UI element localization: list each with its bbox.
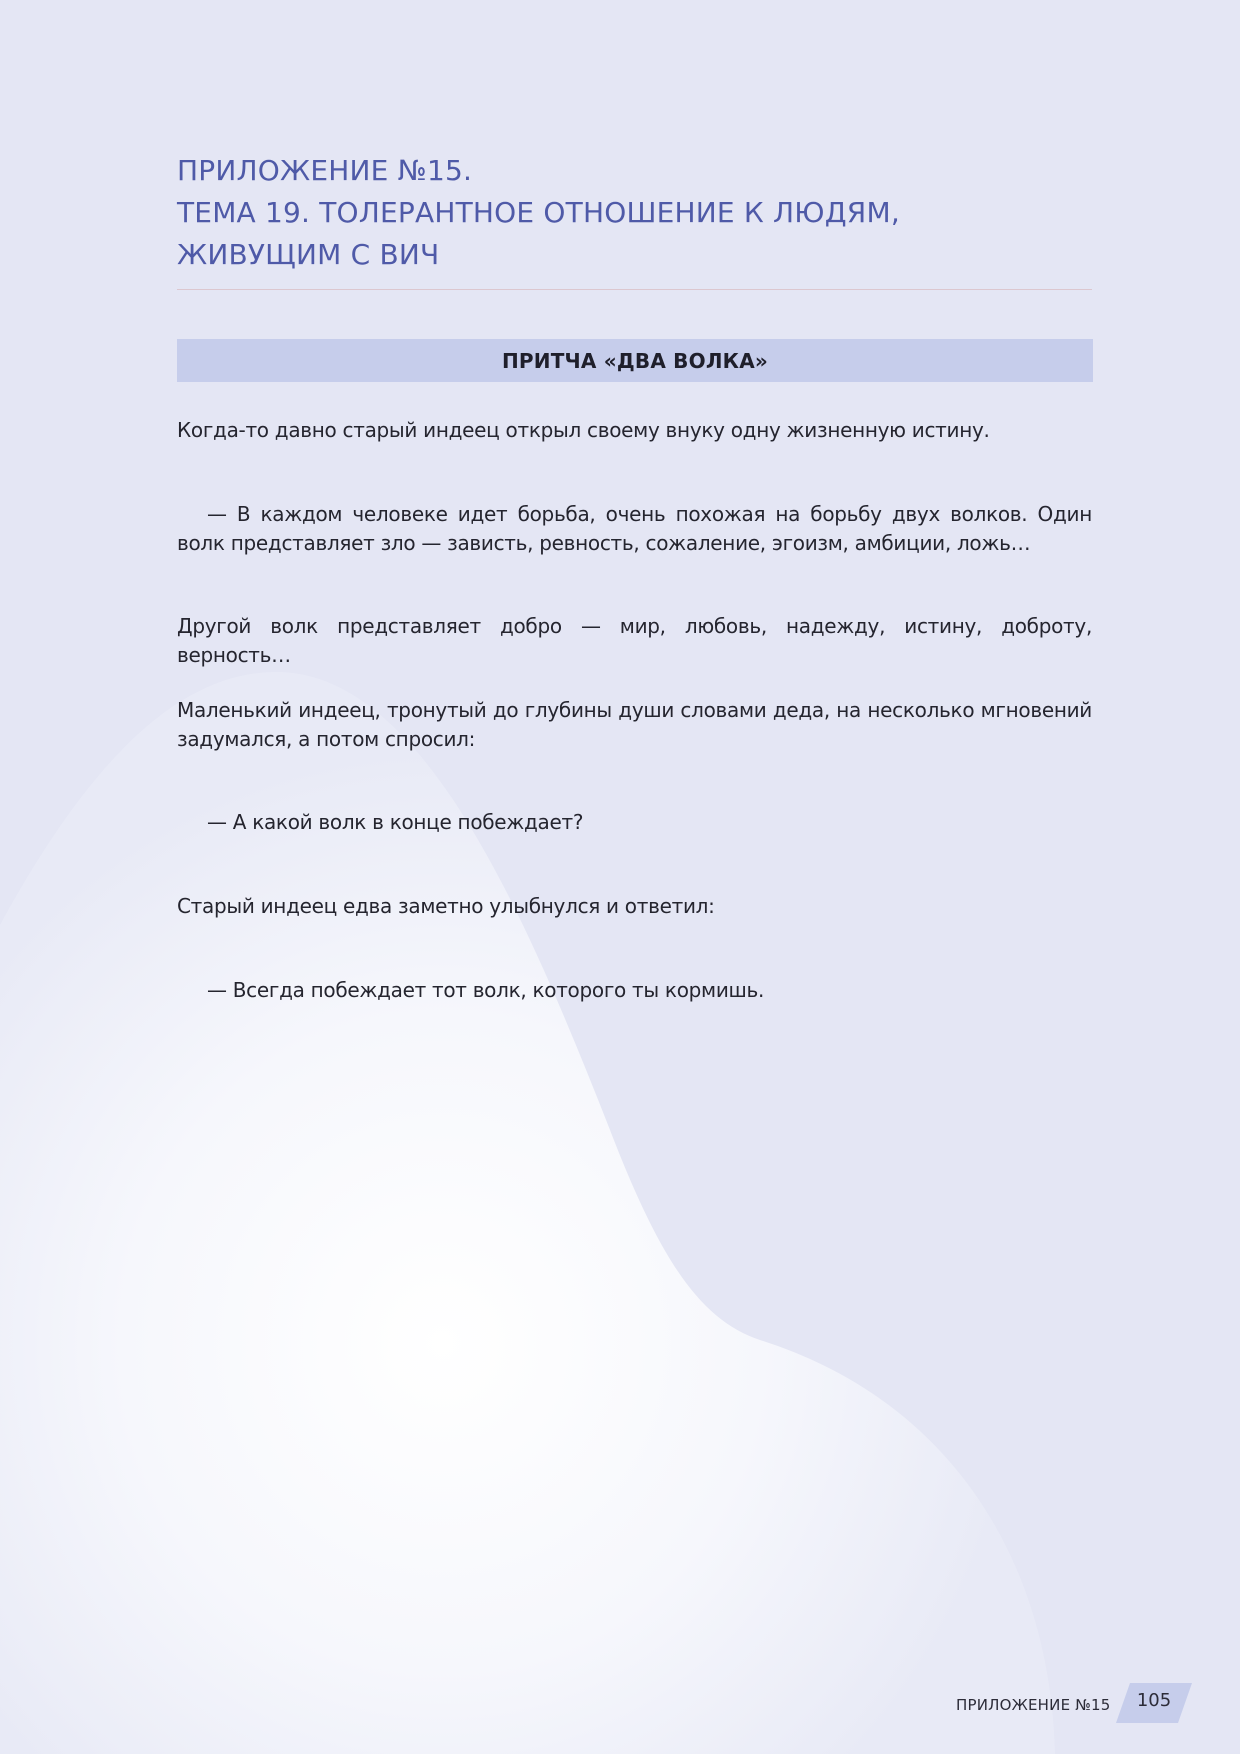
section-title: ПРИТЧА «ДВА ВОЛКА» — [501, 348, 768, 373]
paragraph-7: — Всегда побеждает тот волк, которого ты кормишь. — [207, 978, 765, 1002]
paragraph-5: — А какой волк в конце побеждает? — [207, 810, 584, 834]
paragraph-3: Другой волк представляет добро — мир, любовь, надежду, истину, доброту, верность… — [177, 614, 1092, 667]
page-title — [177, 150, 1092, 276]
paragraph-6: Старый индеец едва заметно улыбнулся и ответил: — [177, 894, 715, 918]
title-line-1: ПРИЛОЖЕНИЕ №15. — [177, 154, 473, 187]
paragraph-4: Маленький индеец, тронутый до глубины души словами деда, на несколько мгновений задумался, а потом спросил: — [177, 698, 1092, 751]
section-header-bar — [177, 339, 1093, 382]
title-line-3: ЖИВУЩИМ С ВИЧ — [177, 238, 440, 271]
paragraph-1: Когда-то давно старый индеец открыл своему внуку одну жизненную истину. — [177, 418, 990, 442]
title-line-2: ТЕМА 19. ТОЛЕРАНТНОЕ ОТНОШЕНИЕ К ЛЮДЯМ, — [177, 196, 900, 229]
footer-section-label: ПРИЛОЖЕНИЕ №15 — [956, 1696, 1111, 1714]
paragraph-2: — В каждом человеке идет борьба, очень похожая на борьбу двух волков. Один волк представляет зло — зависть, ревность, сожаление, эгоизм, амбиции, ложь… — [177, 502, 1092, 555]
title-divider — [177, 289, 1092, 290]
page-number: 105 — [1136, 1690, 1172, 1711]
page-number-tab — [1116, 1683, 1192, 1723]
